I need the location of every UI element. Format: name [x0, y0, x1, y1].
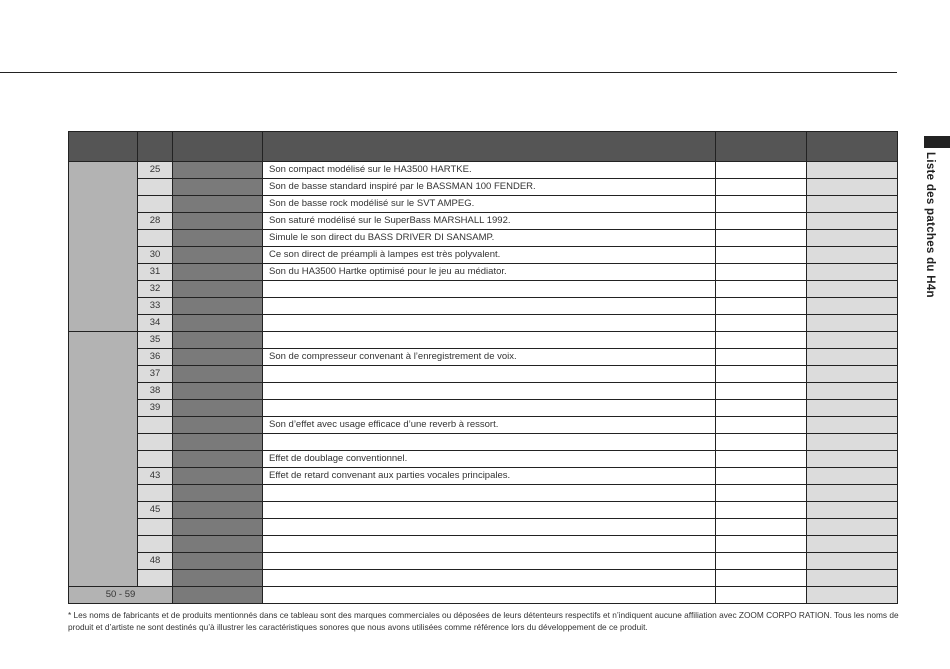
- patch-description: [263, 400, 716, 417]
- table-row: [69, 400, 898, 417]
- patch-description: [263, 366, 716, 383]
- patch-name: [173, 468, 263, 485]
- patch-description: [263, 519, 716, 536]
- table-row: [69, 230, 898, 247]
- extra-cell: [807, 179, 898, 196]
- extra-cell: [807, 332, 898, 349]
- patch-description: [263, 332, 716, 349]
- patch-description: Son d’effet avec usage efficace d’une reverb à ressort.: [263, 417, 716, 434]
- table-row: [69, 349, 898, 366]
- patch-description: [263, 570, 716, 587]
- patch-name: [173, 417, 263, 434]
- patch-number: [138, 179, 173, 196]
- patch-number: 43: [138, 468, 173, 485]
- patch-description: [263, 315, 716, 332]
- extra-cell: [716, 179, 807, 196]
- patch-name: [173, 196, 263, 213]
- extra-cell: [716, 485, 807, 502]
- patch-number: 25: [138, 162, 173, 179]
- patch-name: [173, 230, 263, 247]
- patch-name: [173, 570, 263, 587]
- patch-description: [263, 553, 716, 570]
- patch-name: [173, 247, 263, 264]
- extra-cell: [716, 349, 807, 366]
- extra-cell: [807, 417, 898, 434]
- patch-description: Son compact modélisé sur le HA3500 HARTKE.: [263, 162, 716, 179]
- extra-cell: [716, 570, 807, 587]
- table-header: [69, 132, 898, 162]
- table-row: [69, 332, 898, 349]
- patch-number: [138, 570, 173, 587]
- patch-description: Son de compresseur convenant à l’enregistrement de voix.: [263, 349, 716, 366]
- extra-cell: [807, 519, 898, 536]
- table-row: [69, 298, 898, 315]
- table-row: [69, 366, 898, 383]
- patch-number: 30: [138, 247, 173, 264]
- extra-cell: [716, 400, 807, 417]
- header-cell: [69, 132, 138, 162]
- patch-name: [173, 536, 263, 553]
- patch-description: [263, 485, 716, 502]
- patch-description: [263, 298, 716, 315]
- table-row: [69, 383, 898, 400]
- extra-cell: [716, 162, 807, 179]
- extra-cell: [716, 536, 807, 553]
- section-title: Liste des patches du H4n: [924, 152, 936, 298]
- patch-name: [173, 434, 263, 451]
- extra-cell: [716, 230, 807, 247]
- table-row: [69, 196, 898, 213]
- table-row: [69, 536, 898, 553]
- patch-number: 32: [138, 281, 173, 298]
- extra-cell: [807, 281, 898, 298]
- patch-number: 36: [138, 349, 173, 366]
- patch-description: [263, 383, 716, 400]
- extra-cell: [807, 213, 898, 230]
- patch-number: 28: [138, 213, 173, 230]
- extra-cell: [807, 468, 898, 485]
- patch-number: [138, 434, 173, 451]
- table-row: [69, 451, 898, 468]
- table-row: [69, 553, 898, 570]
- patch-name: [173, 451, 263, 468]
- patch-description: [263, 502, 716, 519]
- patch-name: [173, 587, 263, 604]
- table-row-range: [69, 587, 898, 604]
- patch-number: [138, 230, 173, 247]
- patch-description: Son saturé modélisé sur le SuperBass MARSHALL 1992.: [263, 213, 716, 230]
- patch-description: Effet de doublage conventionnel.: [263, 451, 716, 468]
- patch-name: [173, 315, 263, 332]
- patch-number: 45: [138, 502, 173, 519]
- patch-name: [173, 502, 263, 519]
- top-rule: [0, 72, 897, 73]
- patch-name: [173, 400, 263, 417]
- table-row: [69, 570, 898, 587]
- extra-cell: [716, 281, 807, 298]
- category-cell: [69, 332, 138, 587]
- patch-name: [173, 349, 263, 366]
- patch-number: 31: [138, 264, 173, 281]
- extra-cell: [716, 451, 807, 468]
- extra-cell: [807, 247, 898, 264]
- patch-number: [138, 485, 173, 502]
- extra-cell: [807, 434, 898, 451]
- patch-description: Simule le son direct du BASS DRIVER DI SANSAMP.: [263, 230, 716, 247]
- extra-cell: [807, 485, 898, 502]
- patch-name: [173, 383, 263, 400]
- extra-cell: [807, 570, 898, 587]
- extra-cell: [807, 349, 898, 366]
- extra-cell: [716, 264, 807, 281]
- extra-cell: [807, 264, 898, 281]
- extra-cell: [716, 587, 807, 604]
- header-cell: [716, 132, 807, 162]
- table-row: [69, 213, 898, 230]
- extra-cell: [716, 553, 807, 570]
- patch-table: [68, 131, 898, 604]
- extra-cell: [807, 366, 898, 383]
- table-row: [69, 468, 898, 485]
- extra-cell: [807, 383, 898, 400]
- table-row: [69, 247, 898, 264]
- table-row: [69, 417, 898, 434]
- patch-description: Son du HA3500 Hartke optimisé pour le jeu au médiator.: [263, 264, 716, 281]
- category-cell: [69, 162, 138, 332]
- extra-cell: [807, 315, 898, 332]
- extra-cell: [716, 196, 807, 213]
- extra-cell: [716, 434, 807, 451]
- extra-cell: [807, 196, 898, 213]
- extra-cell: [807, 536, 898, 553]
- table-row: [69, 264, 898, 281]
- patch-number: 35: [138, 332, 173, 349]
- patch-description: Effet de retard convenant aux parties vocales principales.: [263, 468, 716, 485]
- header-cell: [807, 132, 898, 162]
- patch-number: [138, 417, 173, 434]
- header-cell: [138, 132, 173, 162]
- patch-number: 34: [138, 315, 173, 332]
- extra-cell: [807, 400, 898, 417]
- extra-cell: [807, 298, 898, 315]
- extra-cell: [716, 366, 807, 383]
- patch-description: Son de basse standard inspiré par le BASSMAN 100 FENDER.: [263, 179, 716, 196]
- patch-number: [138, 196, 173, 213]
- patch-number: [138, 519, 173, 536]
- extra-cell: [716, 298, 807, 315]
- patch-description: Son de basse rock modélisé sur le SVT AMPEG.: [263, 196, 716, 213]
- patch-number: [138, 536, 173, 553]
- patch-name: [173, 519, 263, 536]
- patch-number: 39: [138, 400, 173, 417]
- extra-cell: [807, 553, 898, 570]
- patch-name: [173, 213, 263, 230]
- patch-description: Ce son direct de préampli à lampes est très polyvalent.: [263, 247, 716, 264]
- patch-description: [263, 434, 716, 451]
- extra-cell: [807, 587, 898, 604]
- extra-cell: [716, 315, 807, 332]
- patch-name: [173, 264, 263, 281]
- extra-cell: [716, 519, 807, 536]
- header-cell: [263, 132, 716, 162]
- extra-cell: [716, 468, 807, 485]
- table-row: [69, 502, 898, 519]
- extra-cell: [716, 213, 807, 230]
- patch-name: [173, 485, 263, 502]
- patch-name: [173, 332, 263, 349]
- extra-cell: [716, 332, 807, 349]
- header-cell: [173, 132, 263, 162]
- extra-cell: [716, 383, 807, 400]
- patch-number: [138, 451, 173, 468]
- patch-name: [173, 298, 263, 315]
- extra-cell: [807, 502, 898, 519]
- range-label: 50 - 59: [69, 587, 173, 604]
- patch-name: [173, 162, 263, 179]
- patch-number: 38: [138, 383, 173, 400]
- extra-cell: [716, 417, 807, 434]
- section-tab-marker: [924, 136, 950, 148]
- patch-description: [263, 587, 716, 604]
- extra-cell: [716, 502, 807, 519]
- patch-description: [263, 536, 716, 553]
- extra-cell: [807, 451, 898, 468]
- table-row: [69, 179, 898, 196]
- footnote: * Les noms de fabricants et de produits mentionnés dans ce tableau sont des marques commerciales ou déposées de leurs détenteurs respectifs et n’indiquent aucune affiliation avec ZOOM CORPO RATION. Tous les noms de produit et d’artiste ne sont destinés qu’à illustrer les caractéristiques sonores que nous avons utilisées comme référence lors du développement de ce produit.: [68, 610, 899, 632]
- table-row: [69, 162, 898, 179]
- patch-name: [173, 281, 263, 298]
- patch-name: [173, 553, 263, 570]
- table-row: [69, 519, 898, 536]
- extra-cell: [716, 247, 807, 264]
- patch-name: [173, 366, 263, 383]
- table-row: [69, 485, 898, 502]
- extra-cell: [807, 230, 898, 247]
- patch-name: [173, 179, 263, 196]
- patch-number: 37: [138, 366, 173, 383]
- patch-number: 33: [138, 298, 173, 315]
- table-row: [69, 315, 898, 332]
- table-row: [69, 281, 898, 298]
- patch-description: [263, 281, 716, 298]
- patch-number: 48: [138, 553, 173, 570]
- table-row: [69, 434, 898, 451]
- extra-cell: [807, 162, 898, 179]
